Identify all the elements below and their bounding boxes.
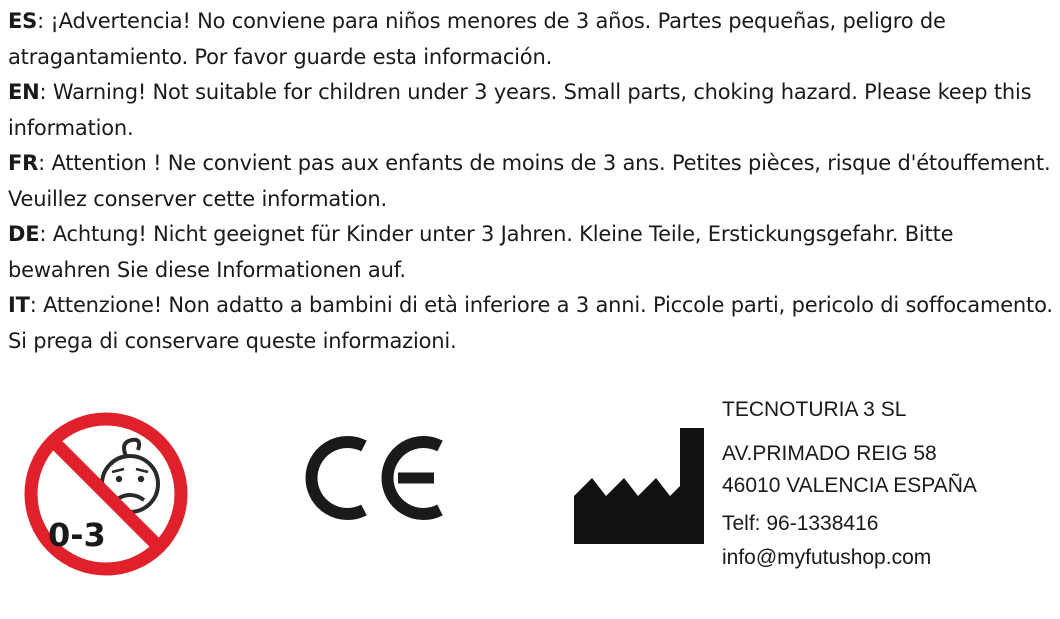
warning-text: : Achtung! Nicht geeignet für Kinder unter 3 Jahren. Kleine Teile, Erstickungsgefahr. Bitte bewahren Sie diese Informationen auf. — [8, 222, 954, 282]
symbols-row — [0, 390, 1060, 619]
warning-es — [8, 4, 1058, 75]
warning-text: : Warning! Not suitable for children under 3 years. Small parts, choking hazard. Please keep this information. — [8, 80, 1032, 140]
language-code: DE — [8, 222, 40, 246]
company-name: TECNOTURIA 3 SL — [722, 398, 907, 421]
language-code: IT — [8, 293, 30, 317]
city-address: 46010 VALENCIA ESPAÑA — [722, 474, 977, 497]
language-code: ES — [8, 9, 38, 33]
warning-de — [8, 217, 1058, 288]
not-for-under-3-icon — [8, 408, 204, 580]
ce-mark-icon — [300, 428, 450, 528]
warning-text: : Attenzione! Non adatto a bambini di età inferiore a 3 anni. Piccole parti, pericolo di soffocamento. Si prega di conservare queste informazioni. — [8, 293, 1053, 353]
phone-number: Telf: 96-1338416 — [722, 512, 879, 535]
factory-icon — [572, 426, 714, 544]
warning-en — [8, 75, 1058, 146]
warning-it — [8, 288, 1058, 359]
warning-text: : Attention ! Ne convient pas aux enfants de moins de 3 ans. Petites pièces, risque d'étouffement. Veuillez conserver cette information. — [8, 151, 1051, 211]
age-label: 0-3 — [48, 516, 106, 554]
language-code: EN — [8, 80, 40, 104]
warnings-section — [8, 4, 1058, 359]
email-address: info@myfutushop.com — [722, 546, 932, 569]
street-address: AV.PRIMADO REIG 58 — [722, 442, 937, 465]
language-code: FR — [8, 151, 39, 175]
warning-text: : ¡Advertencia! No conviene para niños menores de 3 años. Partes pequeñas, peligro de atragantamiento. Por favor guarde esta información. — [8, 9, 946, 69]
warning-fr — [8, 146, 1058, 217]
